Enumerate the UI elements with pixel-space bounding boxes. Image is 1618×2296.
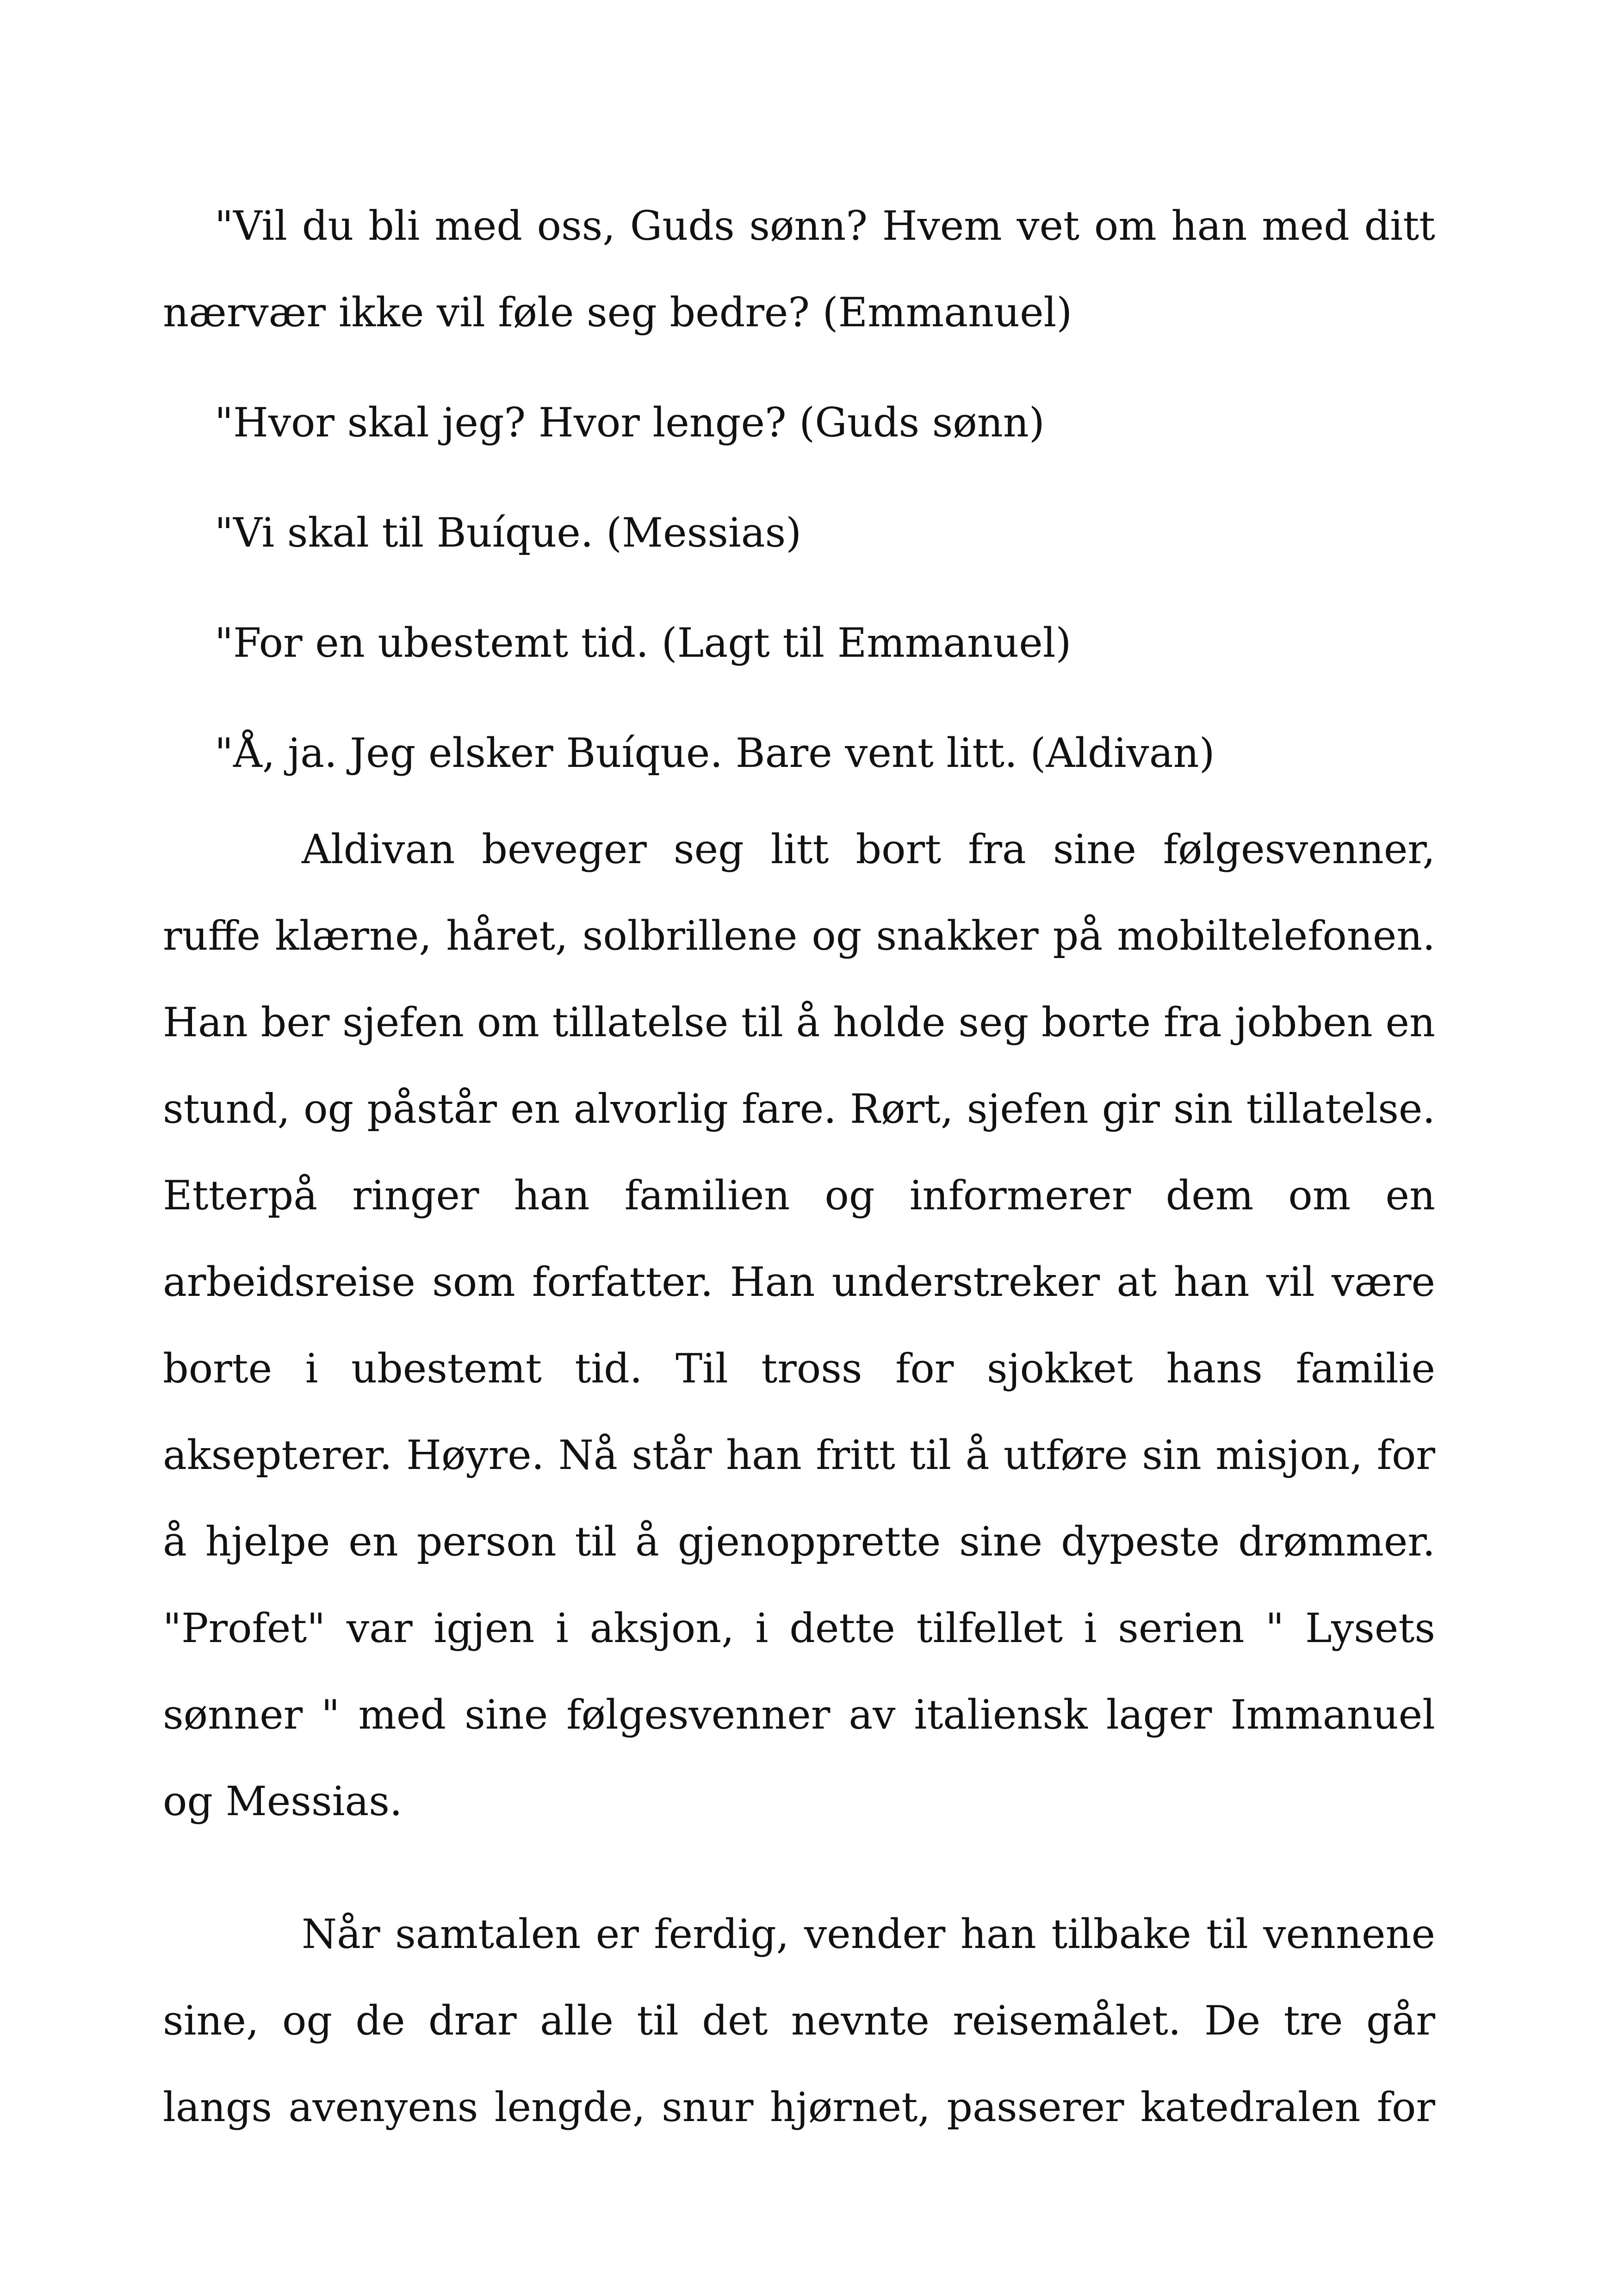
paragraph-conversation-ends: Når samtalen er ferdig, vender han tilbake til vennene sine, og de drar alle til det nevnte reisemålet. De tre går langs avenyens lengde, snur hjørnet, passerer katedralen for bbox=[163, 1910, 1435, 2131]
dialogue-line-messias: "Vi skal til Buíque. (Messias) bbox=[215, 509, 802, 556]
dialogue-line-emmanuel-2: "For en ubestemt tid. (Lagt til Emmanuel) bbox=[215, 619, 1072, 666]
body-text bbox=[163, 183, 1435, 2151]
dialogue-line-aldivan: "Å, ja. Jeg elsker Buíque. Bare vent litt. (Aldivan) bbox=[215, 729, 1215, 777]
dialogue-line-guds-sonn: "Hvor skal jeg? Hvor lenge? (Guds sønn) bbox=[215, 399, 1045, 446]
paragraph-aldivan-mission: Aldivan beveger seg litt bort fra sine følgesvenner, ruffe klærne, håret, solbrillene og snakker på mobiltelefonen. Han ber sjefen om tillatelse til å holde seg borte fra jobben en stund, og påstår en alvorlig fare. Rørt, sjefen gir sin tillatelse. Etterpå ringer han familien og informerer dem om en arbeidsreise som forfatter. Han understreker at han vil være borte i ubestemt tid. Til tross for sjokket hans familie aksepterer. Høyre. Nå står han fritt til å utføre sin misjon, for å hjelpe en person til å gjenopprette sine dypeste drømmer. "Profet" var igjen i aksjon, i dette tilfellet i serien " Lysets sønner " med sine følgesvenner av italiensk lager Immanuel og Messias. bbox=[163, 826, 1435, 1825]
dialogue-line-emmanuel: "Vil du bli med oss, Guds sønn? Hvem vet om han med ditt nærvær ikke vil føle seg bedre? (Emmanuel) bbox=[163, 202, 1435, 336]
